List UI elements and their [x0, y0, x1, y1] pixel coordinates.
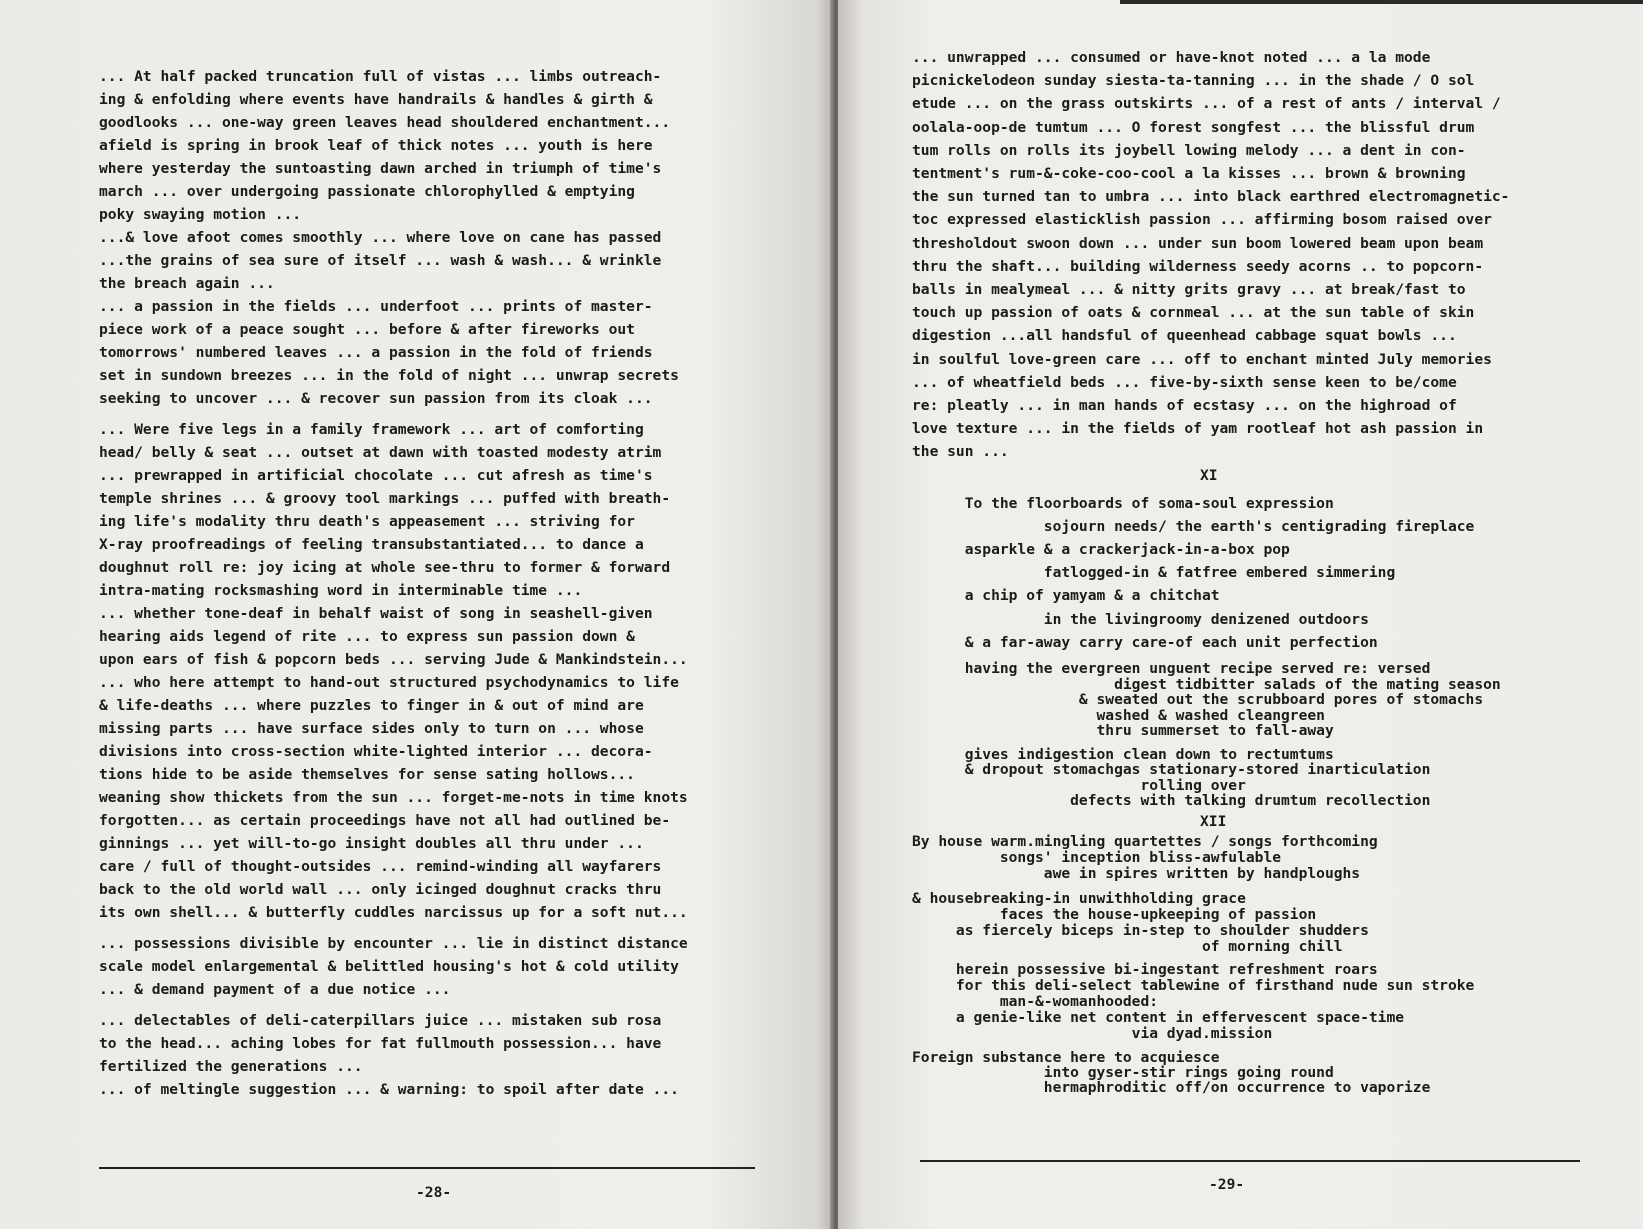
scan-edge — [1120, 0, 1643, 4]
text-line: balls in mealymeal ... & nitty grits gravy ... at break/fast to — [912, 281, 1466, 299]
text-line: thru the shaft... building wilderness seedy acorns .. to popcorn- — [912, 257, 1484, 275]
text-line: re: pleatly ... in man hands of ecstasy ... on the highroad of — [912, 397, 1457, 415]
text-line: Foreign substance here to acquiesce — [912, 1048, 1220, 1066]
text-line: & dropout stomachgas stationary-stored inarticulation — [912, 761, 1431, 779]
text-line: set in sundown breezes ... in the fold of night ... unwrap secrets — [99, 367, 679, 384]
paragraph-gap — [99, 410, 688, 418]
text-line: goodlooks ... one-way green leaves head shouldered enchantment... — [99, 114, 671, 131]
text-line: ... unwrapped ... consumed or have-knot noted ... a la mode — [912, 49, 1431, 66]
text-line: ing & enfolding where events have handrails & handles & girth & — [99, 91, 653, 108]
text-line: afield is spring in brook leaf of thick notes ... youth is here — [99, 137, 653, 154]
text-line: weaning show thickets from the sun ... forget-me-nots in time knots — [99, 789, 688, 806]
text-line: missing parts ... have surface sides only to turn on ... whose — [99, 720, 644, 737]
text-line: tomorrows' numbered leaves ... a passion in the fold of friends — [99, 344, 653, 361]
text-line: in soulful love-green care ... off to enchant minted July memories — [912, 350, 1492, 368]
text-line: scale model enlargemental & belittled housing's hot & cold utility — [99, 958, 679, 975]
text-line: ... possessions divisible by encounter ... lie in distinct distance — [99, 935, 688, 952]
text-line: digest tidbitter salads of the mating season — [912, 675, 1501, 693]
text-line: piece work of a peace sought ... before & after fireworks out — [99, 321, 635, 338]
text-line: the sun turned tan to umbra ... into black earthred electromagnetic- — [912, 188, 1510, 206]
text-line: care / full of thought-outsides ... remind-winding all wayfarers — [99, 858, 662, 875]
text-line: & a far-away carry care-of each unit perfection — [912, 633, 1378, 651]
text-line: head/ belly & seat ... outset at dawn with toasted modesty atrim — [99, 444, 662, 461]
text-line: its own shell... & butterfly cuddles narcissus up for a soft nut... — [99, 904, 688, 921]
text-line: upon ears of fish & popcorn beds ... serving Jude & Mankindstein... — [99, 651, 688, 668]
text-line: faces the house-upkeeping of passion — [912, 905, 1317, 923]
left-footer-rule — [99, 1167, 755, 1169]
text-line: X-ray proofreadings of feeling transubstantiated... to dance a — [99, 536, 644, 553]
text-line: sojourn needs/ the earth's centigrading fireplace — [912, 517, 1475, 535]
text-line: where yesterday the suntoasting dawn arched in triumph of time's — [99, 160, 662, 177]
text-line: as fiercely biceps in-step to shoulder shudders — [912, 921, 1369, 939]
text-line: ... of wheatfield beds ... five-by-sixth sense keen to be/come — [912, 373, 1457, 391]
text-line: back to the old world wall ... only icinged doughnut cracks thru — [99, 881, 662, 898]
text-line: via dyad.mission — [912, 1024, 1273, 1042]
text-line: touch up passion of oats & cornmeal ... at the sun table of skin — [912, 304, 1475, 322]
text-line: having the evergreen unguent recipe served re: versed — [912, 660, 1431, 678]
text-line: tions hide to be aside themselves for sense sating hollows... — [99, 766, 635, 783]
text-line: washed & washed cleangreen — [912, 706, 1325, 724]
text-line: rolling over — [912, 776, 1246, 794]
text-line: for this deli-select tablewine of firsthand nude sun stroke — [912, 976, 1475, 994]
right-page — [838, 0, 1643, 1229]
text-line: ing life's modality thru death's appeasement ... striving for — [99, 513, 635, 530]
text-line: gives indigestion clean down to rectumtums — [912, 745, 1334, 763]
text-line: man-&-womanhooded: — [912, 992, 1159, 1010]
text-line: thru summerset to fall-away — [912, 722, 1334, 740]
text-line: doughnut roll re: joy icing at whole see-thru to former & forward — [99, 559, 671, 576]
text-line: thresholdout swoon down ... under sun boom lowered beam upon beam — [912, 234, 1484, 252]
text-line: temple shrines ... & groovy tool markings ... puffed with breath- — [99, 490, 671, 507]
text-line: ... prewrapped in artificial chocolate ... cut afresh as time's — [99, 467, 653, 484]
text-line: & housebreaking-in unwithholding grace — [912, 889, 1246, 907]
text-line: divisions into cross-section white-lighted interior ... decora- — [99, 743, 653, 760]
text-line: herein possessive bi-ingestant refreshment roars — [912, 960, 1378, 978]
text-line: to the head... aching lobes for fat fullmouth possession... have — [99, 1035, 662, 1052]
text-line: hearing aids legend of rite ... to express sun passion down & — [99, 628, 635, 645]
text-line: By house warm.mingling quartettes / songs forthcoming — [912, 832, 1378, 850]
text-line: intra-mating rocksmashing word in interminable time ... — [99, 582, 583, 599]
text-line: ... At half packed truncation full of vistas ... limbs outreach- — [99, 68, 662, 85]
right-page-number: -29- — [1209, 1176, 1245, 1193]
text-line: digestion ...all handsful of queenhead cabbage squat bowls ... — [912, 327, 1457, 345]
text-line: To the floorboards of soma-soul expression — [912, 494, 1334, 512]
section-heading: XI — [1200, 466, 1218, 484]
text-line: into gyser-stir rings going round — [912, 1063, 1334, 1081]
text-line: a chip of yamyam & a chitchat — [912, 587, 1220, 605]
right-page-text — [912, 46, 1509, 1095]
text-line: seeking to uncover ... & recover sun passion from its cloak ... — [99, 390, 653, 407]
text-line: love texture ... in the fields of yam rootleaf hot ash passion in — [912, 420, 1484, 438]
text-line: of morning chill — [912, 937, 1343, 955]
text-line: in the livingroomy denizened outdoors — [912, 610, 1369, 628]
text-line: tentment's rum-&-coke-coo-cool a la kisses ... brown & browning — [912, 165, 1466, 183]
text-line: forgotten... as certain proceedings have not all had outlined be- — [99, 812, 671, 829]
text-line: ... who here attempt to hand-out structured psychodynamics to life — [99, 674, 679, 691]
text-line: & sweated out the scrubboard pores of stomachs — [912, 691, 1484, 709]
text-line: asparkle & a crackerjack-in-a-box pop — [912, 541, 1290, 559]
text-line: ... Were five legs in a family framework ... art of comforting — [99, 421, 644, 438]
text-line: poky swaying motion ... — [99, 206, 302, 223]
text-line: fertilized the generations ... — [99, 1058, 363, 1075]
left-page-text — [99, 65, 688, 1101]
text-line: oolala-oop-de tumtum ... O forest songfest ... the blissful drum — [912, 118, 1475, 136]
text-line: songs' inception bliss-awfulable — [912, 848, 1282, 866]
text-line: a genie-like net content in effervescent space-time — [912, 1008, 1405, 1026]
text-line: etude ... on the grass outskirts ... of a rest of ants / interval / — [912, 95, 1501, 113]
paragraph-gap — [99, 924, 688, 932]
text-line: ...& love afoot comes smoothly ... where love on cane has passed — [99, 229, 662, 246]
text-line: ... & demand payment of a due notice ... — [99, 981, 451, 998]
text-line: the sun ... — [912, 443, 1009, 461]
text-line: & life-deaths ... where puzzles to finger in & out of mind are — [99, 697, 644, 714]
text-line: ... of meltingle suggestion ... & warning: to spoil after date ... — [99, 1081, 679, 1098]
text-line: hermaphroditic off/on occurrence to vaporize — [912, 1078, 1431, 1096]
text-line: ... whether tone-deaf in behalf waist of song in seashell-given — [99, 605, 653, 622]
text-line: the breach again ... — [99, 275, 275, 292]
text-line: awe in spires written by handploughs — [912, 864, 1361, 882]
text-line: defects with talking drumtum recollection — [912, 792, 1431, 810]
section-heading: XII — [1200, 812, 1227, 830]
left-page-number: -28- — [416, 1184, 452, 1201]
paragraph-gap — [99, 1001, 688, 1009]
text-line: fatlogged-in & fatfree embered simmering — [912, 564, 1396, 582]
text-line: tum rolls on rolls its joybell lowing melody ... a dent in con- — [912, 141, 1466, 159]
text-line: ...the grains of sea sure of itself ... wash & wash... & wrinkle — [99, 252, 662, 269]
text-line: toc expressed elasticklish passion ... affirming bosom raised over — [912, 211, 1492, 229]
right-footer-rule — [920, 1160, 1580, 1162]
text-line: ginnings ... yet will-to-go insight doubles all thru under ... — [99, 835, 644, 852]
text-line: march ... over undergoing passionate chlorophylled & emptying — [99, 183, 635, 200]
text-line: picnickelodeon sunday siesta-ta-tanning ... in the shade / O sol — [912, 72, 1475, 90]
text-line: ... delectables of deli-caterpillars juice ... mistaken sub rosa — [99, 1012, 662, 1029]
text-line: ... a passion in the fields ... underfoot ... prints of master- — [99, 298, 653, 315]
